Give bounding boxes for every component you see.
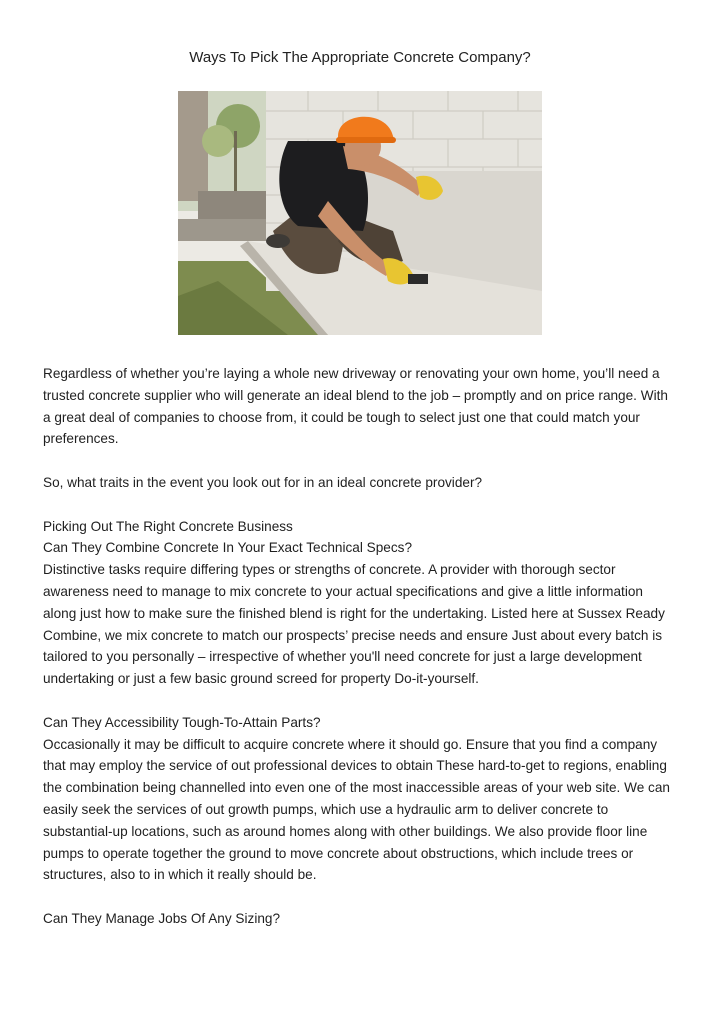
section-paragraph: Occasionally it may be difficult to acquire concrete where it should go. Ensure that you find a company that may employ the service of out professional devices to obtain These hard-to-get to regions, enabling the combination being channelled into even one of the most inaccessible areas of your web site. We can easily seek the services of out growth pumps, which use a hydraulic arm to deliver concrete to substantial-up locations, such as around homes along with other buildings. We also provide floor line pumps to operate together the ground to move concrete about obstructions, which include trees or structures, also to in which it really should be. <box>43 736 670 883</box>
section-heading: Can They Combine Concrete In Your Exact Technical Specs? <box>43 540 413 556</box>
section-heading: Can They Accessibility Tough-To-Attain Parts? <box>43 714 321 730</box>
question-paragraph: So, what traits in the event you look out for in an ideal concrete provider? <box>43 474 483 490</box>
section-paragraph: Distinctive tasks require differing types or strengths of concrete. A provider with thorough sector awareness need to manage to mix concrete to your actual specifications and give a little information along just how to make sure the finished blend is right for the undertaking. Listed here at Sussex Ready Combine, we mix concrete to match our prospects’ precise needs and ensure Just about every batch is tailored to you personally – irrespective of whether you'll need concrete for just a large development undertaking or just a few basic ground screed for property Do-it-yourself. <box>43 562 665 687</box>
section-heading: Picking Out The Right Concrete Business <box>43 518 293 534</box>
page-title: Ways To Pick The Appropriate Concrete Company? <box>189 49 531 66</box>
intro-paragraph: Regardless of whether you’re laying a whole new driveway or renovating your own home, you’ll need a trusted concrete supplier who will generate an ideal blend to the job – promptly and on price range. With a great deal of companies to choose from, it could be tough to select just one that could match your preferences. <box>43 366 668 447</box>
worker-photo <box>178 91 542 335</box>
section-heading: Can They Manage Jobs Of Any Sizing? <box>43 910 281 926</box>
article-body <box>43 363 677 930</box>
